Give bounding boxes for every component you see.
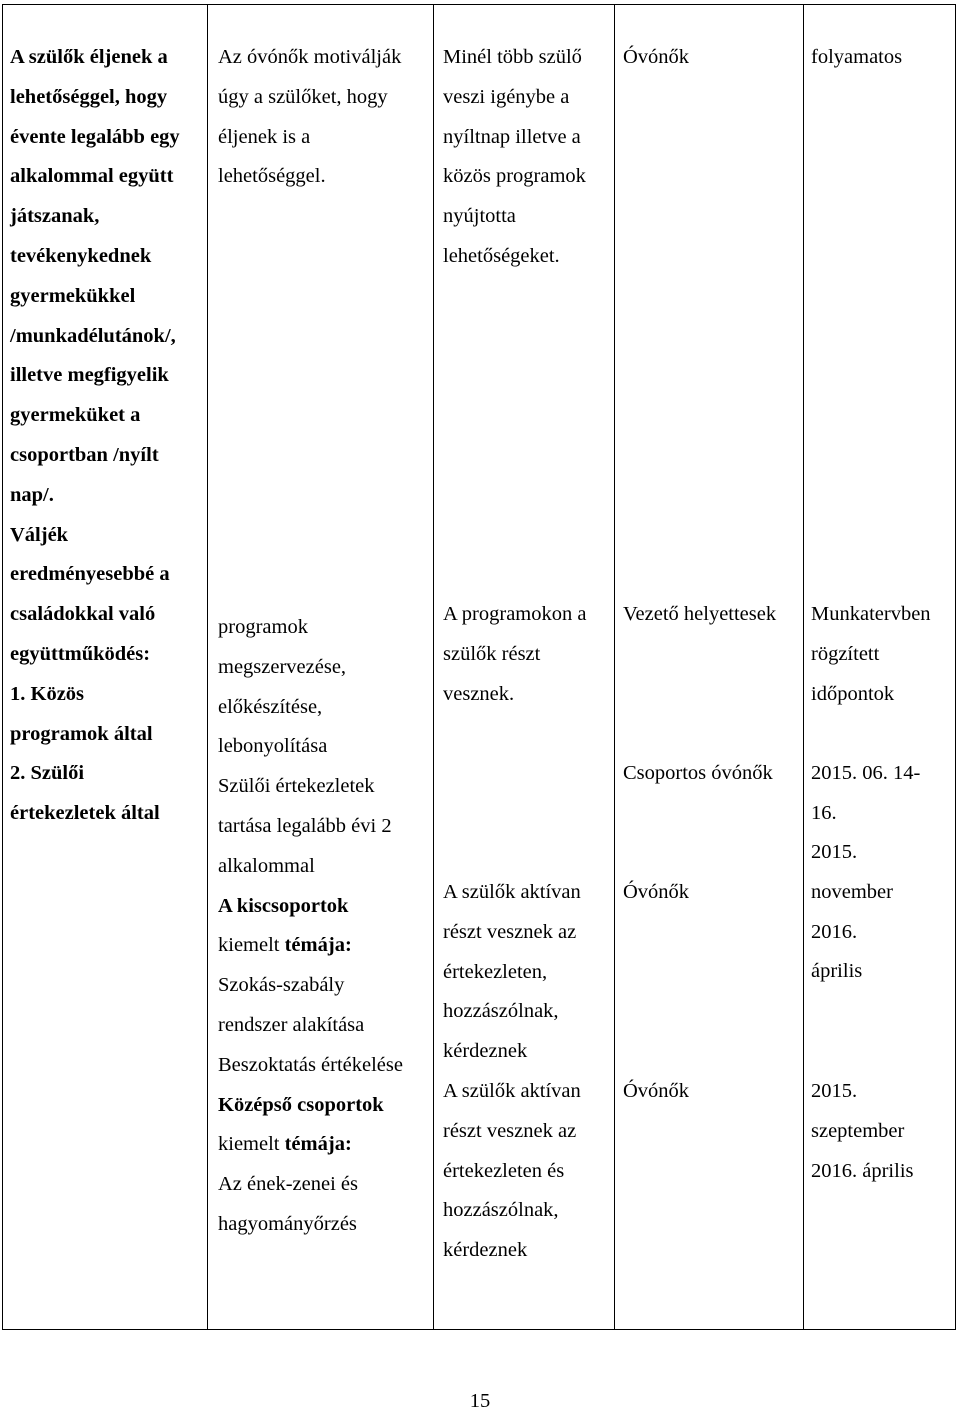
task-line: éljenek is a xyxy=(218,125,311,148)
task-line: Beszoktatás értékelése xyxy=(218,1053,403,1076)
task-line: lehetőséggel. xyxy=(218,165,326,188)
task-heading: Középső csoportok xyxy=(218,1093,384,1116)
goal-line: együttműködés: xyxy=(10,642,151,665)
task-line-bold: témája: xyxy=(284,1133,352,1156)
task-cell-top xyxy=(218,38,401,197)
criteria-cell-third xyxy=(443,1072,581,1271)
goal-line: évente legalább egy xyxy=(10,125,180,148)
criteria-line: nyíltnap illetve a xyxy=(443,125,581,148)
column-divider xyxy=(207,5,208,1329)
deadline-cell xyxy=(811,833,893,992)
criteria-cell-second xyxy=(443,873,581,1072)
goal-line: tevékenykednek xyxy=(10,244,152,267)
criteria-line: A szülők aktívan xyxy=(443,881,581,903)
goal-line: illetve megfigyelik xyxy=(10,364,169,387)
goal-line: alkalommal együtt xyxy=(10,165,174,188)
criteria-line: kérdeznek xyxy=(443,1239,528,1262)
deadline-line: április xyxy=(811,960,863,983)
task-line: Az óvónők motiválják xyxy=(218,46,402,68)
criteria-line: részt vesznek az xyxy=(443,1119,577,1142)
criteria-line: értekezleten, xyxy=(443,960,548,983)
responsible-cell: Óvónők xyxy=(623,1080,690,1102)
goal-line: gyermekükkel xyxy=(10,284,136,307)
responsible-cell: Vezető helyettesek xyxy=(623,603,777,625)
responsible-cell: Csoportos óvónők xyxy=(623,762,773,784)
deadline-line: szeptember xyxy=(811,1119,905,1142)
deadline-line: 2016. április xyxy=(811,1159,914,1182)
deadline-line: 2015. xyxy=(811,841,858,863)
column-divider xyxy=(614,5,615,1329)
deadline-line: 16. xyxy=(811,801,837,824)
criteria-cell-top xyxy=(443,38,586,277)
goal-line: nap/. xyxy=(10,483,54,506)
responsible-cell: Óvónők xyxy=(623,881,690,903)
criteria-line: A programokon a xyxy=(443,603,587,625)
task-line: alkalommal xyxy=(218,854,315,877)
criteria-cell-mid xyxy=(443,595,586,714)
task-line: Szokás-szabály xyxy=(218,974,345,997)
task-line: rendszer alakítása xyxy=(218,1013,365,1036)
criteria-line: A szülők aktívan xyxy=(443,1080,581,1102)
deadline-line: rögzített xyxy=(811,642,880,665)
deadline-line: 2016. xyxy=(811,920,858,943)
criteria-line: értekezleten és xyxy=(443,1159,565,1182)
task-line: megszervezése, xyxy=(218,655,347,678)
deadline-line: időpontok xyxy=(811,682,895,705)
goal-line: 1. Közös xyxy=(10,682,85,705)
goal-cell xyxy=(10,38,180,834)
deadline-line: 2015. 06. 14- xyxy=(811,762,921,784)
criteria-line: veszi igénybe a xyxy=(443,85,570,108)
task-line: előkészítése, xyxy=(218,695,323,718)
criteria-line: közös programok xyxy=(443,165,586,188)
deadline-line: 2015. xyxy=(811,1080,858,1102)
task-line-prefix: kiemelt xyxy=(218,934,285,957)
deadline-cell xyxy=(811,754,920,834)
criteria-line: hozzászólnak, xyxy=(443,1199,559,1222)
column-divider xyxy=(433,5,434,1329)
criteria-line: részt vesznek az xyxy=(443,920,577,943)
criteria-line: lehetőségeket. xyxy=(443,244,560,267)
goal-line: programok által xyxy=(10,722,153,745)
goal-line: lehetőséggel, hogy xyxy=(10,85,168,108)
deadline-cell xyxy=(811,1072,914,1191)
task-line: Az ének-zenei és xyxy=(218,1173,358,1196)
deadline-line: november xyxy=(811,880,893,903)
goal-line: értekezletek által xyxy=(10,802,160,825)
deadline-line: Munkatervben xyxy=(811,603,931,625)
task-line: Szülői értekezletek xyxy=(218,775,375,798)
goal-line: A szülők éljenek a xyxy=(10,46,168,68)
column-divider xyxy=(803,5,804,1329)
criteria-line: kérdeznek xyxy=(443,1040,528,1063)
criteria-line: nyújtotta xyxy=(443,205,516,228)
page-number: 15 xyxy=(469,1390,491,1412)
goal-line: csoportban /nyílt xyxy=(10,443,159,466)
criteria-line: szülők részt xyxy=(443,642,541,665)
deadline-cell: folyamatos xyxy=(811,46,903,68)
criteria-line: vesznek. xyxy=(443,682,515,705)
task-line-bold: témája: xyxy=(284,934,352,957)
task-line xyxy=(218,1125,403,1165)
goal-line: családokkal való xyxy=(10,603,156,626)
task-line: úgy a szülőket, hogy xyxy=(218,85,388,108)
goal-line: gyermeküket a xyxy=(10,404,141,427)
responsible-cell: Óvónők xyxy=(623,46,690,68)
task-cell-bottom xyxy=(218,608,403,1245)
task-line: lebonyolítása xyxy=(218,735,328,758)
criteria-line: Minél több szülő xyxy=(443,46,582,68)
goal-line: Váljék xyxy=(10,523,69,546)
task-heading: A kiscsoportok xyxy=(218,894,349,917)
task-line: programok xyxy=(218,616,308,638)
deadline-cell xyxy=(811,595,931,714)
goal-line: eredményesebbé a xyxy=(10,563,170,586)
goal-line: játszanak, xyxy=(10,205,100,228)
task-line: hagyományőrzés xyxy=(218,1212,357,1235)
goal-line: 2. Szülői xyxy=(10,762,85,785)
task-line-prefix: kiemelt xyxy=(218,1133,285,1156)
task-line: tartása legalább évi 2 xyxy=(218,814,392,837)
task-line xyxy=(218,926,403,966)
criteria-line: hozzászólnak, xyxy=(443,1000,559,1023)
goal-line: /munkadélutánok/, xyxy=(10,324,176,347)
